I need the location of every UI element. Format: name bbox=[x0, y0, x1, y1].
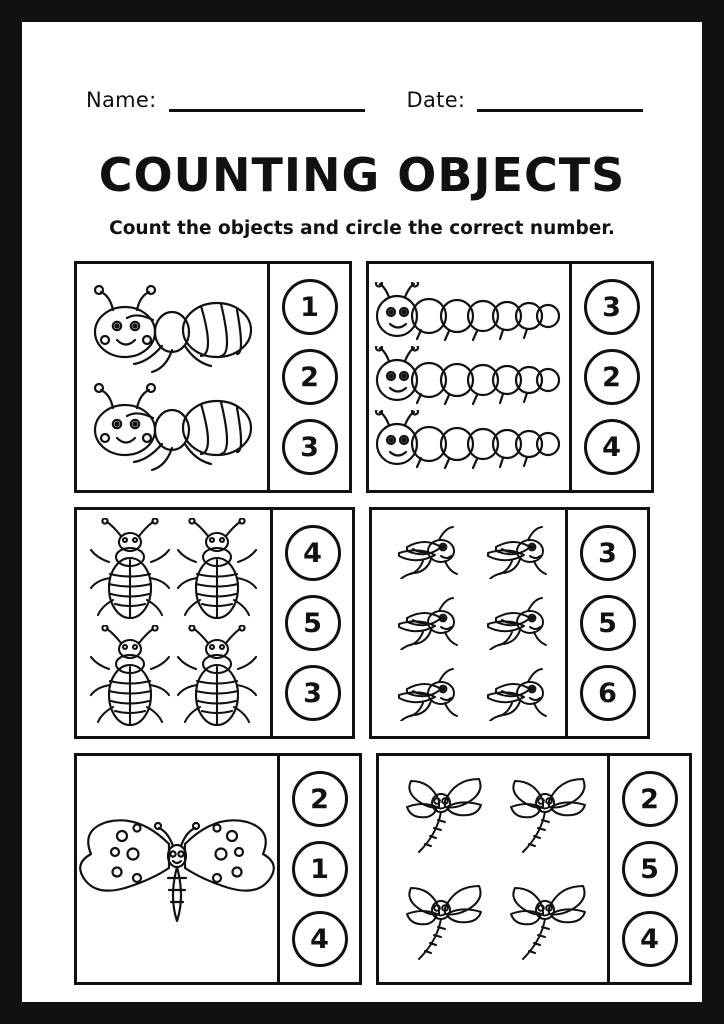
problem-3-choices bbox=[270, 510, 352, 736]
choice-option[interactable]: 1 bbox=[282, 279, 338, 335]
choice-option[interactable]: 3 bbox=[282, 419, 338, 475]
caterpillar-icon bbox=[369, 410, 569, 472]
choice-option[interactable]: 3 bbox=[584, 279, 640, 335]
dragonfly-icon bbox=[389, 773, 493, 859]
beetle-icon bbox=[174, 518, 260, 622]
choice-option[interactable]: 2 bbox=[292, 771, 348, 827]
choice-option[interactable]: 4 bbox=[285, 525, 341, 581]
choice-option[interactable]: 6 bbox=[580, 665, 636, 721]
caterpillar-icon bbox=[369, 346, 569, 408]
problem-5 bbox=[74, 753, 362, 985]
problem-row-2 bbox=[74, 507, 650, 739]
page-title: COUNTING OBJECTS bbox=[98, 148, 626, 202]
problem-6-objects bbox=[379, 756, 607, 982]
problem-4-choices bbox=[565, 510, 647, 736]
grasshopper-icon bbox=[472, 596, 554, 650]
name-label: Name: bbox=[86, 88, 157, 112]
choice-option[interactable]: 2 bbox=[584, 349, 640, 405]
problem-5-choices bbox=[277, 756, 359, 982]
problem-6-choices bbox=[607, 756, 689, 982]
beetle-group bbox=[77, 510, 270, 736]
grasshopper-group bbox=[372, 510, 565, 736]
beetle-icon bbox=[174, 625, 260, 729]
worksheet-sheet bbox=[22, 22, 702, 1002]
problem-5-objects bbox=[77, 756, 277, 982]
problem-6 bbox=[376, 753, 692, 985]
ant-icon bbox=[77, 280, 267, 376]
name-input-line[interactable] bbox=[169, 92, 365, 112]
choice-option[interactable]: 5 bbox=[285, 595, 341, 651]
problem-2-choices bbox=[569, 264, 651, 490]
choice-option[interactable]: 4 bbox=[584, 419, 640, 475]
dragonfly-icon bbox=[493, 773, 597, 859]
problem-3 bbox=[74, 507, 355, 739]
choice-option[interactable]: 4 bbox=[622, 911, 678, 967]
problem-1-choices bbox=[267, 264, 349, 490]
ant-icon bbox=[77, 378, 267, 474]
choice-option[interactable]: 5 bbox=[580, 595, 636, 651]
problem-3-objects bbox=[77, 510, 270, 736]
butterfly-icon bbox=[77, 794, 277, 944]
grasshopper-icon bbox=[383, 596, 465, 650]
beetle-icon bbox=[87, 625, 173, 729]
name-date-row bbox=[86, 88, 650, 112]
dragonfly-icon bbox=[389, 880, 493, 966]
problem-1-objects bbox=[77, 264, 267, 490]
problem-row-3 bbox=[74, 753, 659, 985]
choice-option[interactable]: 3 bbox=[285, 665, 341, 721]
problems-grid bbox=[74, 261, 659, 985]
grasshopper-icon bbox=[383, 667, 465, 721]
choice-option[interactable]: 5 bbox=[622, 841, 678, 897]
beetle-icon bbox=[87, 518, 173, 622]
dragonfly-icon bbox=[493, 880, 597, 966]
butterfly-group bbox=[77, 756, 277, 982]
problem-row-1 bbox=[74, 261, 650, 493]
date-label: Date: bbox=[406, 88, 466, 112]
date-input-line[interactable] bbox=[477, 92, 643, 112]
choice-option[interactable]: 3 bbox=[580, 525, 636, 581]
choice-option[interactable]: 1 bbox=[292, 841, 348, 897]
choice-option[interactable]: 4 bbox=[292, 911, 348, 967]
caterpillar-group bbox=[369, 264, 569, 490]
problem-2-objects bbox=[369, 264, 569, 490]
instructions-text: Count the objects and circle the correct number. bbox=[109, 218, 615, 239]
choice-option[interactable]: 2 bbox=[622, 771, 678, 827]
problem-2 bbox=[366, 261, 654, 493]
grasshopper-icon bbox=[383, 525, 465, 579]
problem-1 bbox=[74, 261, 352, 493]
grasshopper-icon bbox=[472, 525, 554, 579]
grasshopper-icon bbox=[472, 667, 554, 721]
caterpillar-icon bbox=[369, 282, 569, 344]
dragonfly-group bbox=[379, 756, 607, 982]
problem-4 bbox=[369, 507, 650, 739]
choice-option[interactable]: 2 bbox=[282, 349, 338, 405]
ant-group bbox=[77, 264, 267, 490]
problem-4-objects bbox=[372, 510, 565, 736]
